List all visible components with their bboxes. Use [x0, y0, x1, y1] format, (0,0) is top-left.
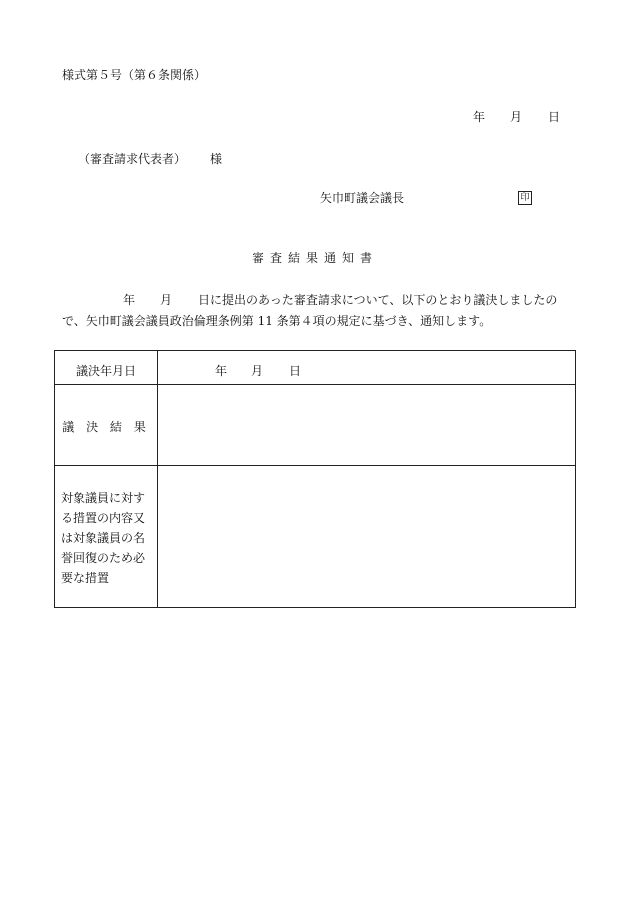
resolution-month: 月	[251, 364, 264, 378]
body-paragraph-line-2: で、矢巾町議会議員政治倫理条例第 11 条第４項の規定に基づき、通知します。	[62, 314, 492, 328]
form-number: 様式第５号（第６条関係）	[62, 68, 207, 82]
date-month-label: 月	[510, 110, 523, 124]
measures-label-line: る措置の内容又	[61, 511, 146, 525]
measures-label-line: 対象議員に対す	[61, 491, 146, 505]
measures-label-line: 誉回復のため必	[61, 551, 146, 565]
column-divider	[157, 351, 158, 384]
addressee: （審査請求代表者）	[78, 152, 187, 166]
seal-mark: 印	[518, 191, 532, 205]
table-row-resolution-result	[55, 385, 575, 466]
document-title: 審査結果通知書	[251, 251, 378, 265]
resolution-day: 日	[289, 364, 302, 378]
column-divider	[157, 385, 158, 465]
body-text: 日に提出のあった審査請求について、以下のとおり議決しましたの	[198, 293, 558, 307]
column-divider	[157, 466, 158, 607]
measures-label-line: は対象議員の名	[61, 531, 146, 545]
date-day-label: 日	[548, 110, 561, 124]
resolution-year: 年	[215, 364, 228, 378]
resolution-date-label: 議決年月日	[75, 364, 136, 378]
honorific: 様	[210, 152, 223, 166]
resolution-result-label: 議 決 結 果	[62, 420, 150, 434]
body-year-label: 年	[123, 293, 136, 307]
measures-label-line: 要な措置	[61, 571, 110, 585]
result-table	[54, 350, 576, 608]
date-year-label: 年	[473, 110, 486, 124]
table-row-measures	[55, 466, 575, 607]
sender-title: 矢巾町議会議長	[320, 191, 405, 205]
body-month-label: 月	[160, 293, 173, 307]
table-row-resolution-date	[55, 351, 575, 385]
measures-label	[61, 488, 153, 588]
